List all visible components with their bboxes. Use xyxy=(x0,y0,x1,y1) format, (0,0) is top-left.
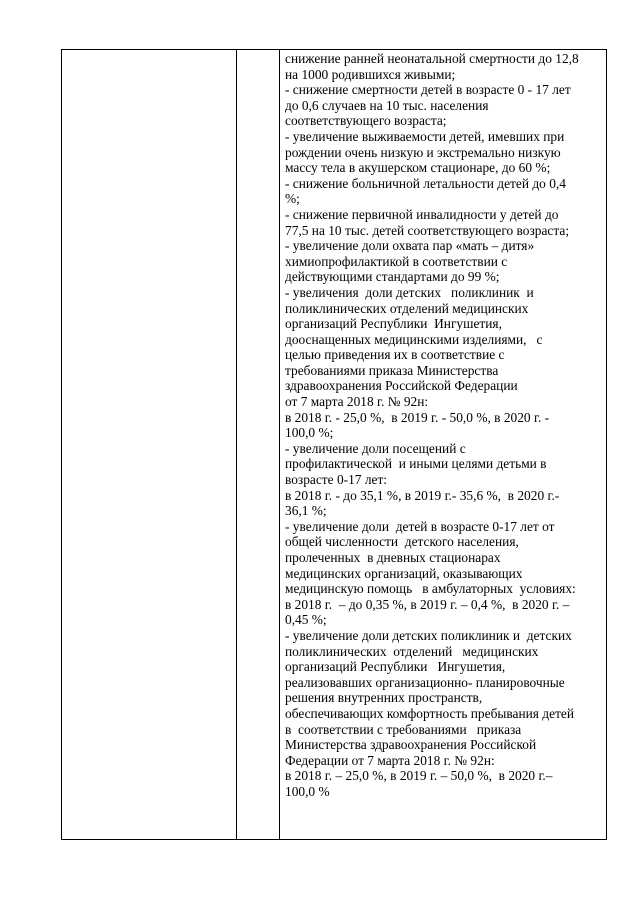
text-line: снижение ранней неонатальной смертности до 12,8 xyxy=(285,51,579,66)
text-line: - снижение первичной инвалидности у детей до xyxy=(285,206,559,222)
text-line: массу тела в акушерском стационаре, до 60 %; xyxy=(285,160,551,176)
text-line: Министерства здравоохранения Российской xyxy=(285,737,537,753)
text-line: в 2018 г. - до 35,1 %, в 2019 г.- 35,6 %, в 2020 г.- xyxy=(285,487,560,503)
text-line: в 2018 г. – до 0,35 %, в 2019 г. – 0,4 %, в 2020 г. – xyxy=(285,596,570,612)
text-line: организаций Республики Ингушетия, xyxy=(285,659,506,675)
text-line: - увеличение доли детских поликлиник и детских xyxy=(285,627,572,643)
text-line: - увеличения доли детских поликлиник и xyxy=(285,284,534,300)
text-line: в соответствии с требованиями приказа xyxy=(285,721,522,737)
text-line: 36,1 %; xyxy=(285,503,327,519)
text-line: решения внутренних пространств, xyxy=(285,690,483,706)
text-line: - увеличение выживаемости детей, имевших при xyxy=(285,128,565,144)
text-line: на 1000 родившихся живыми; xyxy=(285,66,456,82)
text-line: целью приведения их в соответствие с xyxy=(285,347,505,363)
text-line: реализовавших организационно- планировочные xyxy=(285,674,565,690)
table-cell-col3 xyxy=(280,50,607,840)
text-line: требованиями приказа Министерства xyxy=(285,362,499,378)
text-line: 0,45 %; xyxy=(285,612,327,628)
text-line: до 0,6 случаев на 10 тыс. населения xyxy=(285,97,489,113)
cell-text-block xyxy=(280,50,606,800)
text-line: Федерации от 7 марта 2018 г. № 92н: xyxy=(285,752,495,768)
cell-text xyxy=(237,50,279,51)
text-line: в 2018 г. - 25,0 %, в 2019 г. - 50,0 %, в 2020 г. - xyxy=(285,409,550,425)
table-cell-col1 xyxy=(62,50,237,840)
cell-text xyxy=(62,50,236,51)
text-line: 100,0 %; xyxy=(285,425,334,441)
text-line: рождении очень низкую и экстремально низкую xyxy=(285,144,561,160)
text-line: обеспечивающих комфортность пребывания детей xyxy=(285,705,575,721)
text-line: 77,5 на 10 тыс. детей соответствующего возраста; xyxy=(285,222,570,238)
text-line: - увеличение доли охвата пар «мать – дитя» xyxy=(285,238,535,254)
text-line: соответствующего возраста; xyxy=(285,113,447,129)
text-line: организаций Республики Ингушетия, xyxy=(285,316,502,332)
text-line: дооснащенных медицинскими изделиями, с xyxy=(285,331,543,347)
text-line: общей численности детского населения, xyxy=(285,534,519,550)
document-table xyxy=(61,49,607,840)
text-line: - увеличение доли детей в возрасте 0-17 лет от xyxy=(285,518,555,534)
text-line: профилактической и иными целями детьми в xyxy=(285,456,547,472)
text-line: %; xyxy=(285,191,300,207)
table-row xyxy=(62,50,607,840)
text-line: химиопрофилактикой в соответствии с xyxy=(285,253,508,269)
text-line: - снижение смертности детей в возрасте 0 - 17 лет xyxy=(285,82,571,98)
text-line: 100,0 % xyxy=(285,783,330,799)
text-line: в 2018 г. – 25,0 %, в 2019 г. – 50,0 %, в 2020 г.– xyxy=(285,768,553,784)
text-line: здравоохранения Российской Федерации xyxy=(285,378,518,394)
text-line: поликлинических отделений медицинских xyxy=(285,300,529,316)
text-line: - снижение больничной летальности детей до 0,4 xyxy=(285,175,566,191)
text-line: возрасте 0-17 лет: xyxy=(285,472,388,488)
text-line: действующими стандартами до 99 %; xyxy=(285,269,500,285)
text-line: медицинскую помощь в амбулаторных условиях: xyxy=(285,581,576,597)
text-line: от 7 марта 2018 г. № 92н: xyxy=(285,394,429,410)
text-line: поликлинических отделений медицинских xyxy=(285,643,539,659)
text-line: - увеличение доли посещений с xyxy=(285,440,466,456)
text-line: медицинских организаций, оказывающих xyxy=(285,565,523,581)
table-cell-col2 xyxy=(237,50,280,840)
text-line: пролеченных в дневных стационарах xyxy=(285,550,501,565)
